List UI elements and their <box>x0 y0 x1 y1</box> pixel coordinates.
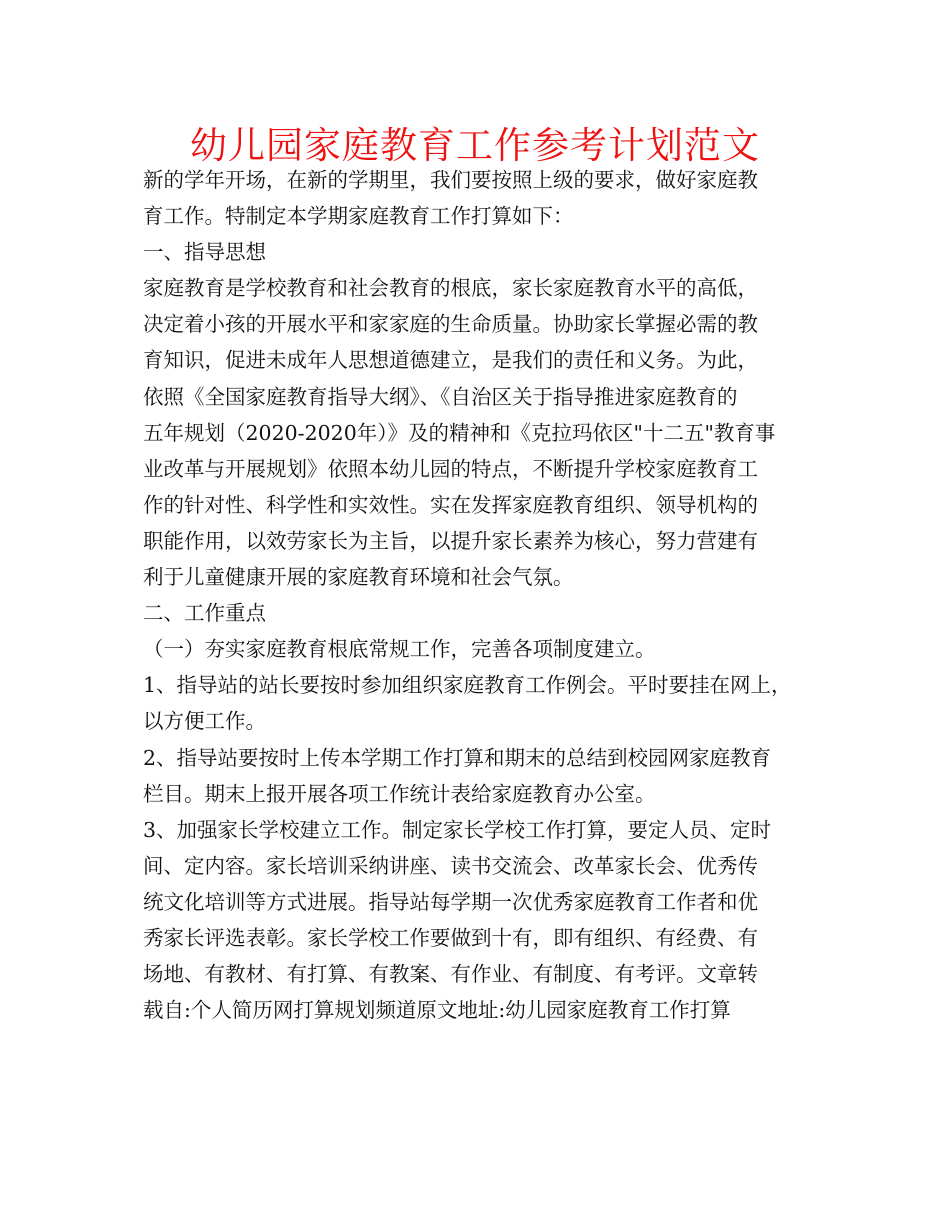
body-line: 作的针对性、科学性和实效性。实在发挥家庭教育组织、领导机构的 <box>143 492 758 517</box>
body-line: 以方便工作。 <box>143 709 266 734</box>
document-title: 幼儿园家庭教育工作参考计划范文 <box>190 124 760 167</box>
body-line: 育工作。特制定本学期家庭教育工作打算如下： <box>143 204 574 229</box>
body-line: 决定着小孩的开展水平和家家庭的生命质量。协助家长掌握必需的教 <box>143 312 758 337</box>
body-line: 2、指导站要按时上传本学期工作打算和期末的总结到校园网家庭教育 <box>143 745 772 770</box>
body-line: 载自:个人简历网打算规划频道原文地址:幼儿园家庭教育工作打算 <box>143 998 731 1023</box>
body-line: 秀家长评选表彰。家长学校工作要做到十有，即有组织、有经费、有 <box>143 925 758 950</box>
document-body <box>143 162 823 1028</box>
body-line: 新的学年开场，在新的学期里，我们要按照上级的要求，做好家庭教 <box>143 168 758 192</box>
body-line: 家庭教育是学校教育和社会教育的根底，家长家庭教育水平的高低， <box>143 276 758 301</box>
body-line: 栏目。期末上报开展各项工作统计表给家庭教育办公室。 <box>143 781 656 806</box>
body-line: 育知识，促进未成年人思想道德建立，是我们的责任和义务。为此， <box>143 348 758 373</box>
body-line: 五年规划（2020-2020年）》及的精神和《克拉玛依区"十二五"教育事 <box>143 420 776 445</box>
section-heading: 二、工作重点 <box>143 601 266 626</box>
body-line: 利于儿童健康开展的家庭教育环境和社会气氛。 <box>143 565 574 590</box>
body-line: 业改革与开展规划》依照本幼儿园的特点，不断提升学校家庭教育工 <box>143 456 758 481</box>
body-line: 统文化培训等方式进展。指导站每学期一次优秀家庭教育工作者和优 <box>143 889 758 914</box>
section-heading: 一、指导思想 <box>143 240 266 265</box>
body-line: 场地、有教材、有打算、有教案、有作业、有制度、有考评。文章转 <box>143 962 758 987</box>
body-line: 间、定内容。家长培训采纳讲座、读书交流会、改革家长会、优秀传 <box>143 853 758 878</box>
body-line: 依照《全国家庭教育指导大纲》、《自治区关于指导推进家庭教育的 <box>143 384 738 409</box>
subsection-heading: （一）夯实家庭教育根底常规工作，完善各项制度建立。 <box>143 637 656 662</box>
body-line: 1、指导站的站长要按时参加组织家庭教育工作例会。平时要挂在网上， <box>143 673 792 698</box>
body-line: 职能作用，以效劳家长为主旨，以提升家长素养为核心，努力营建有 <box>143 528 758 553</box>
body-line: 3、加强家长学校建立工作。制定家长学校工作打算，要定人员、定时 <box>143 817 772 842</box>
